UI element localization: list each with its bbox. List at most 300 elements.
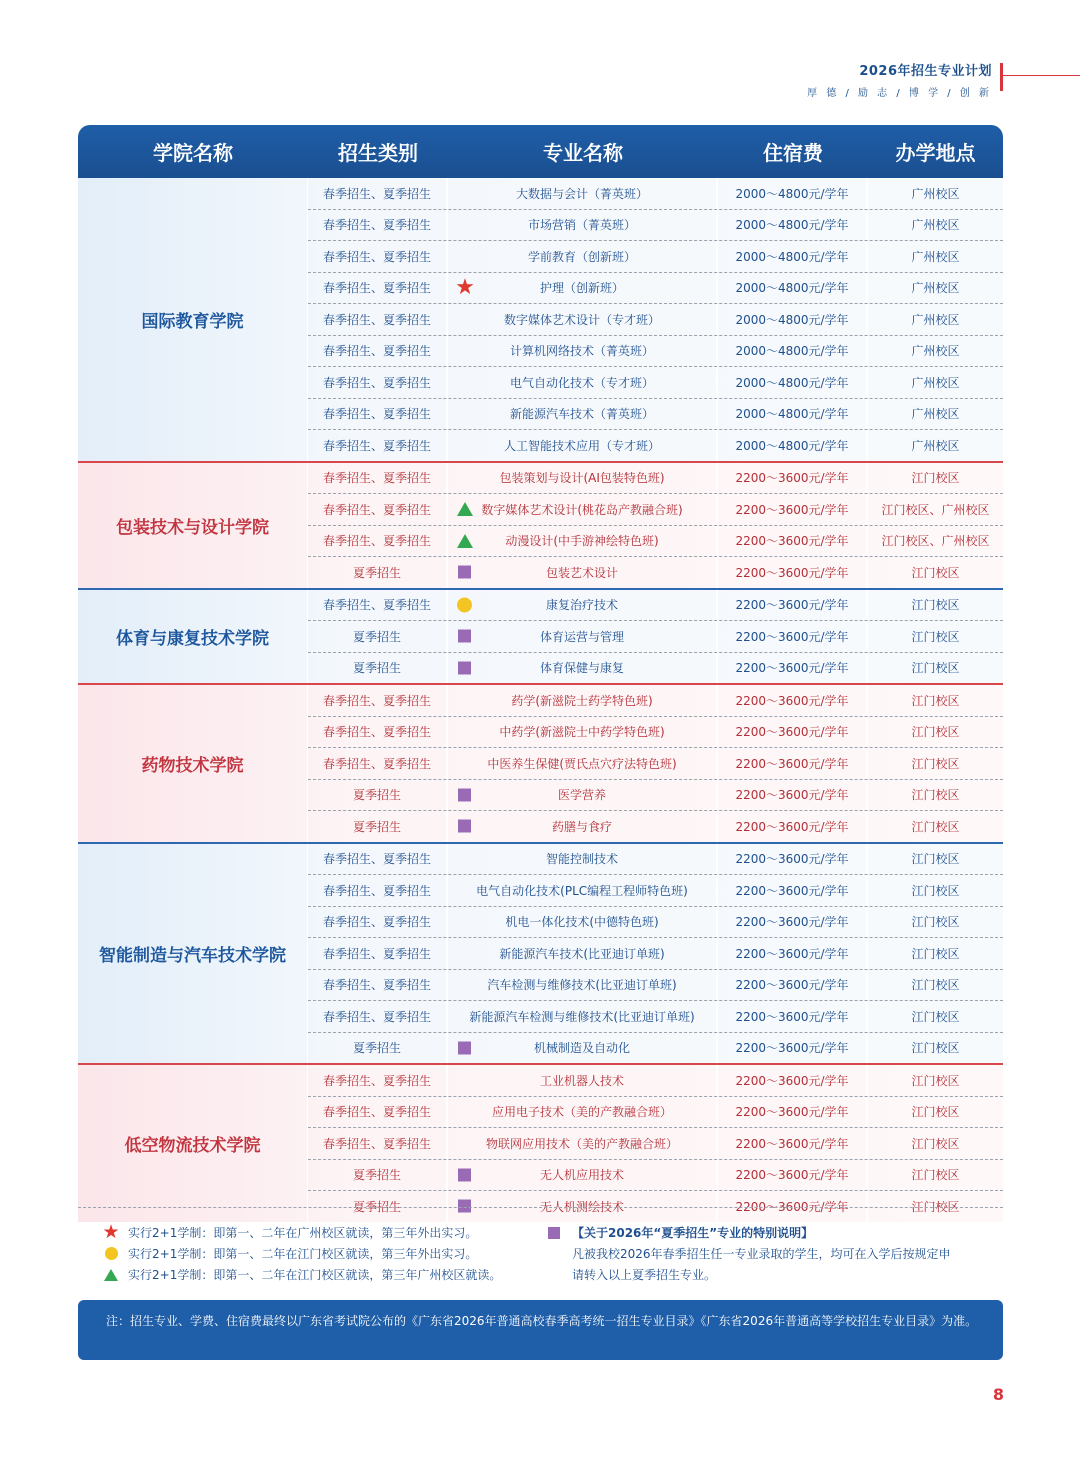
category-cell	[308, 970, 448, 1001]
category-cell	[308, 1128, 448, 1159]
major-cell-text: 新能源汽车技术（菁英班）	[509, 407, 654, 422]
category-cell	[308, 907, 448, 938]
divider	[78, 1207, 1003, 1208]
category-cell	[308, 241, 448, 272]
category-cell	[308, 430, 448, 461]
category-cell	[308, 399, 448, 430]
category-cell	[308, 336, 448, 367]
table-row	[308, 399, 1003, 431]
major-cell-text: 体育运营与管理	[539, 629, 624, 644]
fee-cell	[718, 463, 868, 494]
category-cell	[308, 621, 448, 652]
major-cell	[448, 463, 718, 494]
square-icon	[458, 1168, 471, 1181]
table-row	[308, 273, 1003, 305]
location-cell-text: 广州校区	[911, 249, 960, 264]
location-cell	[868, 621, 1003, 652]
fee-cell	[718, 1097, 868, 1128]
category-cell-text: 夏季招生	[352, 819, 401, 834]
major-cell	[448, 780, 718, 811]
table-row	[308, 811, 1003, 842]
fee-cell	[718, 938, 868, 969]
fee-cell-text: 2200～3600元/学年	[735, 725, 849, 740]
location-cell	[868, 430, 1003, 461]
location-cell-text: 江门校区	[911, 565, 960, 580]
location-cell-text: 广州校区	[911, 186, 960, 201]
legend-item	[100, 1243, 501, 1264]
location-cell-text: 江门校区	[911, 693, 960, 708]
location-cell	[868, 526, 1003, 557]
square-icon	[458, 1041, 471, 1054]
major-cell	[448, 1065, 718, 1096]
header-college: 学院名称	[153, 141, 233, 165]
fee-cell-text: 2200～3600元/学年	[735, 946, 849, 961]
major-cell	[448, 875, 718, 906]
location-cell	[868, 463, 1003, 494]
major-cell	[448, 367, 718, 398]
major-cell-text: 大数据与会计（菁英班）	[515, 186, 648, 201]
category-cell	[308, 590, 448, 621]
category-cell-text: 春季招生、夏季招生	[322, 1105, 431, 1120]
major-cell	[448, 1033, 718, 1064]
category-cell-text: 夏季招生	[352, 788, 401, 803]
major-cell	[448, 304, 718, 335]
table-row	[308, 463, 1003, 495]
major-cell-text: 工业机器人技术	[539, 1073, 624, 1088]
major-cell	[448, 178, 718, 209]
fee-cell	[718, 907, 868, 938]
fee-cell	[718, 178, 868, 209]
category-cell-text: 夏季招生	[352, 1168, 401, 1183]
category-cell	[308, 304, 448, 335]
category-cell	[308, 717, 448, 748]
location-cell-text: 江门校区	[911, 1009, 960, 1024]
location-cell	[868, 748, 1003, 779]
major-cell-text: 数字媒体艺术设计(桃花岛产教融合班)	[481, 502, 683, 517]
table-row	[308, 590, 1003, 622]
college-block	[78, 842, 1003, 1064]
category-cell	[308, 494, 448, 525]
major-cell-text: 医学营养	[557, 788, 606, 803]
category-cell	[308, 844, 448, 875]
category-cell	[308, 178, 448, 209]
location-cell	[868, 653, 1003, 684]
fee-cell-text: 2000～4800元/学年	[735, 312, 849, 327]
major-cell-text: 物联网应用技术（美的产教融合班）	[485, 1136, 678, 1151]
fee-cell	[718, 1065, 868, 1096]
category-cell	[308, 557, 448, 588]
table-row	[308, 178, 1003, 210]
page-header	[807, 60, 992, 99]
fee-cell	[718, 621, 868, 652]
location-cell	[868, 1097, 1003, 1128]
location-cell-text: 广州校区	[911, 438, 960, 453]
fee-cell	[718, 780, 868, 811]
table-row	[308, 1097, 1003, 1129]
page-number: 8	[992, 1385, 1004, 1404]
major-cell	[448, 970, 718, 1001]
table-row	[308, 875, 1003, 907]
major-cell	[448, 273, 718, 304]
circle-icon	[105, 1247, 118, 1260]
table-row	[308, 430, 1003, 461]
table-row	[308, 907, 1003, 939]
location-cell	[868, 494, 1003, 525]
category-cell-text: 春季招生、夏季招生	[322, 375, 431, 390]
fee-cell-text: 2200～3600元/学年	[735, 788, 849, 803]
college-name: 药物技术学院	[78, 685, 308, 842]
major-cell	[448, 241, 718, 272]
circle-icon	[457, 597, 472, 612]
major-cell-text: 智能控制技术	[545, 852, 618, 867]
table-row	[308, 748, 1003, 780]
fee-cell	[718, 653, 868, 684]
legend-text: 实行2+1学制：即第一、二年在江门校区就读，第三年广州校区就读。	[128, 1268, 502, 1282]
location-cell	[868, 970, 1003, 1001]
table-row	[308, 653, 1003, 684]
location-cell	[868, 178, 1003, 209]
fee-cell-text: 2200～3600元/学年	[735, 534, 849, 549]
major-cell-text: 新能源汽车检测与维修技术(比亚迪订单班)	[469, 1009, 695, 1024]
square-icon	[548, 1227, 560, 1239]
table-row	[308, 241, 1003, 273]
category-cell-text: 春季招生、夏季招生	[322, 725, 431, 740]
major-cell	[448, 621, 718, 652]
major-cell	[448, 430, 718, 461]
category-cell	[308, 526, 448, 557]
table-row	[308, 844, 1003, 876]
location-cell-text: 江门校区	[911, 1073, 960, 1088]
category-cell-text: 春季招生、夏季招生	[322, 598, 431, 613]
location-cell	[868, 717, 1003, 748]
location-cell-text: 江门校区	[911, 788, 960, 803]
fee-cell	[718, 526, 868, 557]
category-cell	[308, 653, 448, 684]
college-block	[78, 683, 1003, 842]
category-cell	[308, 1065, 448, 1096]
fee-cell-text: 2200～3600元/学年	[735, 1041, 849, 1056]
location-cell	[868, 273, 1003, 304]
major-cell-text: 包装策划与设计(AI包装特色班)	[499, 471, 665, 486]
location-cell	[868, 1033, 1003, 1064]
location-cell	[868, 210, 1003, 241]
location-cell-text: 江门校区	[911, 915, 960, 930]
square-icon	[458, 788, 471, 801]
fee-cell	[718, 210, 868, 241]
location-cell-text: 江门校区	[911, 883, 960, 898]
table-row	[308, 780, 1003, 812]
major-cell	[448, 336, 718, 367]
fee-cell-text: 2200～3600元/学年	[735, 598, 849, 613]
college-name: 体育与康复技术学院	[78, 590, 308, 684]
table-row	[308, 367, 1003, 399]
major-cell-text: 动漫设计(中手游神绘特色班)	[505, 534, 659, 549]
major-cell	[448, 590, 718, 621]
fee-cell	[718, 430, 868, 461]
location-cell	[868, 844, 1003, 875]
major-cell-text: 机械制造及自动化	[533, 1041, 630, 1056]
fee-cell	[718, 875, 868, 906]
location-cell	[868, 938, 1003, 969]
category-cell	[308, 780, 448, 811]
location-cell-text: 江门校区	[911, 1136, 960, 1151]
header-major: 专业名称	[543, 141, 623, 165]
table-row	[308, 557, 1003, 588]
location-cell-text: 江门校区、广州校区	[881, 534, 990, 549]
fee-cell-text: 2200～3600元/学年	[735, 915, 849, 930]
major-cell	[448, 210, 718, 241]
legend	[100, 1222, 501, 1285]
category-cell	[308, 1001, 448, 1032]
star-icon: ★	[102, 1221, 120, 1243]
fee-cell-text: 2200～3600元/学年	[735, 819, 849, 834]
fee-cell-text: 2200～3600元/学年	[735, 1073, 849, 1088]
major-cell-text: 中医养生保健(贾氏点穴疗法特色班)	[487, 756, 677, 771]
fee-cell-text: 2200～3600元/学年	[735, 1105, 849, 1120]
fee-cell-text: 2200～3600元/学年	[735, 883, 849, 898]
fee-cell	[718, 1001, 868, 1032]
fee-cell	[718, 717, 868, 748]
fee-cell-text: 2200～3600元/学年	[735, 693, 849, 708]
header-accent-rule	[1003, 75, 1080, 76]
major-cell-text: 电气自动化技术(PLC编程工程师特色班)	[476, 883, 688, 898]
major-cell-text: 体育保健与康复	[539, 661, 624, 676]
fee-cell-text: 2000～4800元/学年	[735, 375, 849, 390]
fee-cell-text: 2200～3600元/学年	[735, 1168, 849, 1183]
location-cell	[868, 590, 1003, 621]
major-cell-text: 康复治疗技术	[545, 598, 618, 613]
table-row	[308, 1001, 1003, 1033]
fee-cell	[718, 336, 868, 367]
location-cell-text: 江门校区	[911, 946, 960, 961]
legend-item	[100, 1222, 501, 1243]
location-cell-text: 广州校区	[911, 344, 960, 359]
square-icon	[458, 630, 471, 643]
major-cell	[448, 938, 718, 969]
location-cell-text: 江门校区	[911, 852, 960, 867]
table-row	[308, 494, 1003, 526]
college-block	[78, 178, 1003, 461]
category-cell	[308, 463, 448, 494]
location-cell-text: 广州校区	[911, 281, 960, 296]
major-cell	[448, 811, 718, 842]
legend-text: 实行2+1学制：即第一、二年在江门校区就读，第三年外出实习。	[128, 1247, 478, 1261]
square-icon	[458, 566, 471, 579]
legend-text: 实行2+1学制：即第一、二年在广州校区就读，第三年外出实习。	[128, 1226, 478, 1240]
fee-cell-text: 2200～3600元/学年	[735, 565, 849, 580]
major-cell-text: 无人机测绘技术	[539, 1199, 624, 1214]
fee-cell	[718, 590, 868, 621]
location-cell-text: 广州校区	[911, 407, 960, 422]
fee-cell	[718, 748, 868, 779]
fee-cell-text: 2000～4800元/学年	[735, 281, 849, 296]
fee-cell-text: 2000～4800元/学年	[735, 344, 849, 359]
category-cell-text: 春季招生、夏季招生	[322, 1136, 431, 1151]
fee-cell	[718, 304, 868, 335]
fee-cell	[718, 557, 868, 588]
category-cell-text: 春季招生、夏季招生	[322, 915, 431, 930]
star-icon: ★	[455, 274, 475, 300]
table-row	[308, 210, 1003, 242]
category-cell-text: 春季招生、夏季招生	[322, 312, 431, 327]
category-cell-text: 春季招生、夏季招生	[322, 693, 431, 708]
square-icon	[458, 820, 471, 833]
fee-cell	[718, 241, 868, 272]
location-cell	[868, 685, 1003, 716]
location-cell-text: 江门校区	[911, 629, 960, 644]
header-category: 招生类别	[338, 141, 418, 165]
location-cell-text: 广州校区	[911, 375, 960, 390]
location-cell	[868, 557, 1003, 588]
major-cell-text: 护理（创新班）	[539, 281, 624, 296]
major-cell-text: 包装艺术设计	[545, 565, 618, 580]
location-cell-text: 江门校区	[911, 661, 960, 676]
category-cell-text: 春季招生、夏季招生	[322, 756, 431, 771]
category-cell-text: 春季招生、夏季招生	[322, 344, 431, 359]
category-cell-text: 春季招生、夏季招生	[322, 407, 431, 422]
location-cell-text: 江门校区	[911, 978, 960, 993]
fee-cell-text: 2200～3600元/学年	[735, 502, 849, 517]
location-cell	[868, 399, 1003, 430]
fee-cell	[718, 1160, 868, 1191]
category-cell-text: 春季招生、夏季招生	[322, 1073, 431, 1088]
footer-note: 注：招生专业、学费、住宿费最终以广东省考试院公布的《广东省2026年普通高校春季高考统一招生专业目录》《广东省2026年普通高等学校招生专业目录》为准。	[78, 1300, 1003, 1360]
college-name: 低空物流技术学院	[78, 1065, 308, 1222]
major-cell	[448, 1001, 718, 1032]
major-cell	[448, 717, 718, 748]
fee-cell-text: 2200～3600元/学年	[735, 661, 849, 676]
major-cell-text: 中药学(新滋院士中药学特色班)	[499, 725, 665, 740]
location-cell-text: 江门校区	[911, 598, 960, 613]
location-cell	[868, 1065, 1003, 1096]
fee-cell-text: 2200～3600元/学年	[735, 978, 849, 993]
location-cell-text: 江门校区	[911, 1199, 960, 1214]
major-cell	[448, 526, 718, 557]
category-cell	[308, 1097, 448, 1128]
major-cell-text: 汽车检测与维修技术(比亚迪订单班)	[487, 978, 677, 993]
major-cell	[448, 907, 718, 938]
category-cell	[308, 210, 448, 241]
category-cell-text: 春季招生、夏季招生	[322, 438, 431, 453]
fee-cell	[718, 367, 868, 398]
major-cell	[448, 1097, 718, 1128]
location-cell	[868, 907, 1003, 938]
category-cell-text: 春季招生、夏季招生	[322, 946, 431, 961]
major-cell-text: 电气自动化技术（专才班）	[509, 375, 654, 390]
table-body	[78, 178, 1003, 1222]
fee-cell	[718, 1033, 868, 1064]
category-cell-text: 春季招生、夏季招生	[322, 281, 431, 296]
triangle-icon	[457, 534, 473, 548]
table-row	[308, 526, 1003, 558]
special-note-line: 凡被我校2026年春季招生任一专业录取的学生，均可在入学后按规定申	[572, 1247, 951, 1261]
major-cell-text: 机电一体化技术(中德特色班)	[505, 915, 659, 930]
location-cell-text: 江门校区	[911, 1168, 960, 1183]
category-cell-text: 夏季招生	[352, 1041, 401, 1056]
square-icon	[458, 661, 471, 674]
header-title: 2026年招生专业计划	[859, 64, 992, 79]
location-cell-text: 江门校区	[911, 725, 960, 740]
location-cell-text: 广州校区	[911, 312, 960, 327]
location-cell-text: 广州校区	[911, 218, 960, 233]
table-row	[308, 717, 1003, 749]
table-row	[308, 1065, 1003, 1097]
table-row	[308, 304, 1003, 336]
fee-cell-text: 2200～3600元/学年	[735, 756, 849, 771]
fee-cell	[718, 273, 868, 304]
special-note-line: 请转入以上夏季招生专业。	[572, 1268, 717, 1282]
category-cell-text: 春季招生、夏季招生	[322, 883, 431, 898]
college-block	[78, 1063, 1003, 1222]
location-cell	[868, 811, 1003, 842]
location-cell	[868, 1001, 1003, 1032]
fee-cell	[718, 494, 868, 525]
category-cell	[308, 811, 448, 842]
category-cell-text: 夏季招生	[352, 629, 401, 644]
location-cell-text: 江门校区	[911, 1105, 960, 1120]
triangle-icon	[457, 502, 473, 516]
table-row	[308, 685, 1003, 717]
college-name: 包装技术与设计学院	[78, 463, 308, 588]
category-cell-text: 春季招生、夏季招生	[322, 852, 431, 867]
major-cell-text: 无人机应用技术	[539, 1168, 624, 1183]
fee-cell-text: 2000～4800元/学年	[735, 407, 849, 422]
location-cell	[868, 336, 1003, 367]
category-cell	[308, 367, 448, 398]
fee-cell-text: 2200～3600元/学年	[735, 1009, 849, 1024]
major-cell	[448, 748, 718, 779]
category-cell	[308, 273, 448, 304]
table-row	[308, 1033, 1003, 1064]
location-cell-text: 江门校区	[911, 1041, 960, 1056]
fee-cell	[718, 811, 868, 842]
category-cell-text: 夏季招生	[352, 661, 401, 676]
table-row	[308, 621, 1003, 653]
location-cell	[868, 367, 1003, 398]
major-cell-text: 新能源汽车技术(比亚迪订单班)	[499, 946, 665, 961]
category-cell-text: 春季招生、夏季招生	[322, 978, 431, 993]
fee-cell-text: 2000～4800元/学年	[735, 249, 849, 264]
major-cell	[448, 653, 718, 684]
category-cell-text: 春季招生、夏季招生	[322, 249, 431, 264]
category-cell-text: 春季招生、夏季招生	[322, 186, 431, 201]
special-note-title: 【关于2026年“夏季招生”专业的特别说明】	[572, 1226, 814, 1240]
major-cell	[448, 557, 718, 588]
major-cell-text: 人工智能技术应用（专才班）	[503, 438, 660, 453]
header-location: 办学地点	[895, 141, 976, 165]
header-fee: 住宿费	[763, 141, 823, 165]
fee-cell	[718, 970, 868, 1001]
header-motto: 厚 德 / 励 志 / 博 学 / 创 新	[807, 88, 992, 99]
fee-cell-text: 2200～3600元/学年	[735, 852, 849, 867]
category-cell	[308, 938, 448, 969]
table-row	[308, 938, 1003, 970]
college-name: 智能制造与汽车技术学院	[78, 844, 308, 1064]
fee-cell-text: 2200～3600元/学年	[735, 1199, 849, 1214]
location-cell	[868, 1128, 1003, 1159]
fee-cell-text: 2000～4800元/学年	[735, 218, 849, 233]
college-block	[78, 461, 1003, 588]
category-cell-text: 夏季招生	[352, 1199, 401, 1214]
college-block	[78, 588, 1003, 684]
category-cell-text: 春季招生、夏季招生	[322, 471, 431, 486]
major-cell-text: 数字媒体艺术设计（专才班）	[503, 312, 660, 327]
category-cell-text: 春季招生、夏季招生	[322, 1009, 431, 1024]
location-cell-text: 江门校区	[911, 819, 960, 834]
category-cell	[308, 685, 448, 716]
fee-cell-text: 2200～3600元/学年	[735, 1136, 849, 1151]
major-cell	[448, 494, 718, 525]
